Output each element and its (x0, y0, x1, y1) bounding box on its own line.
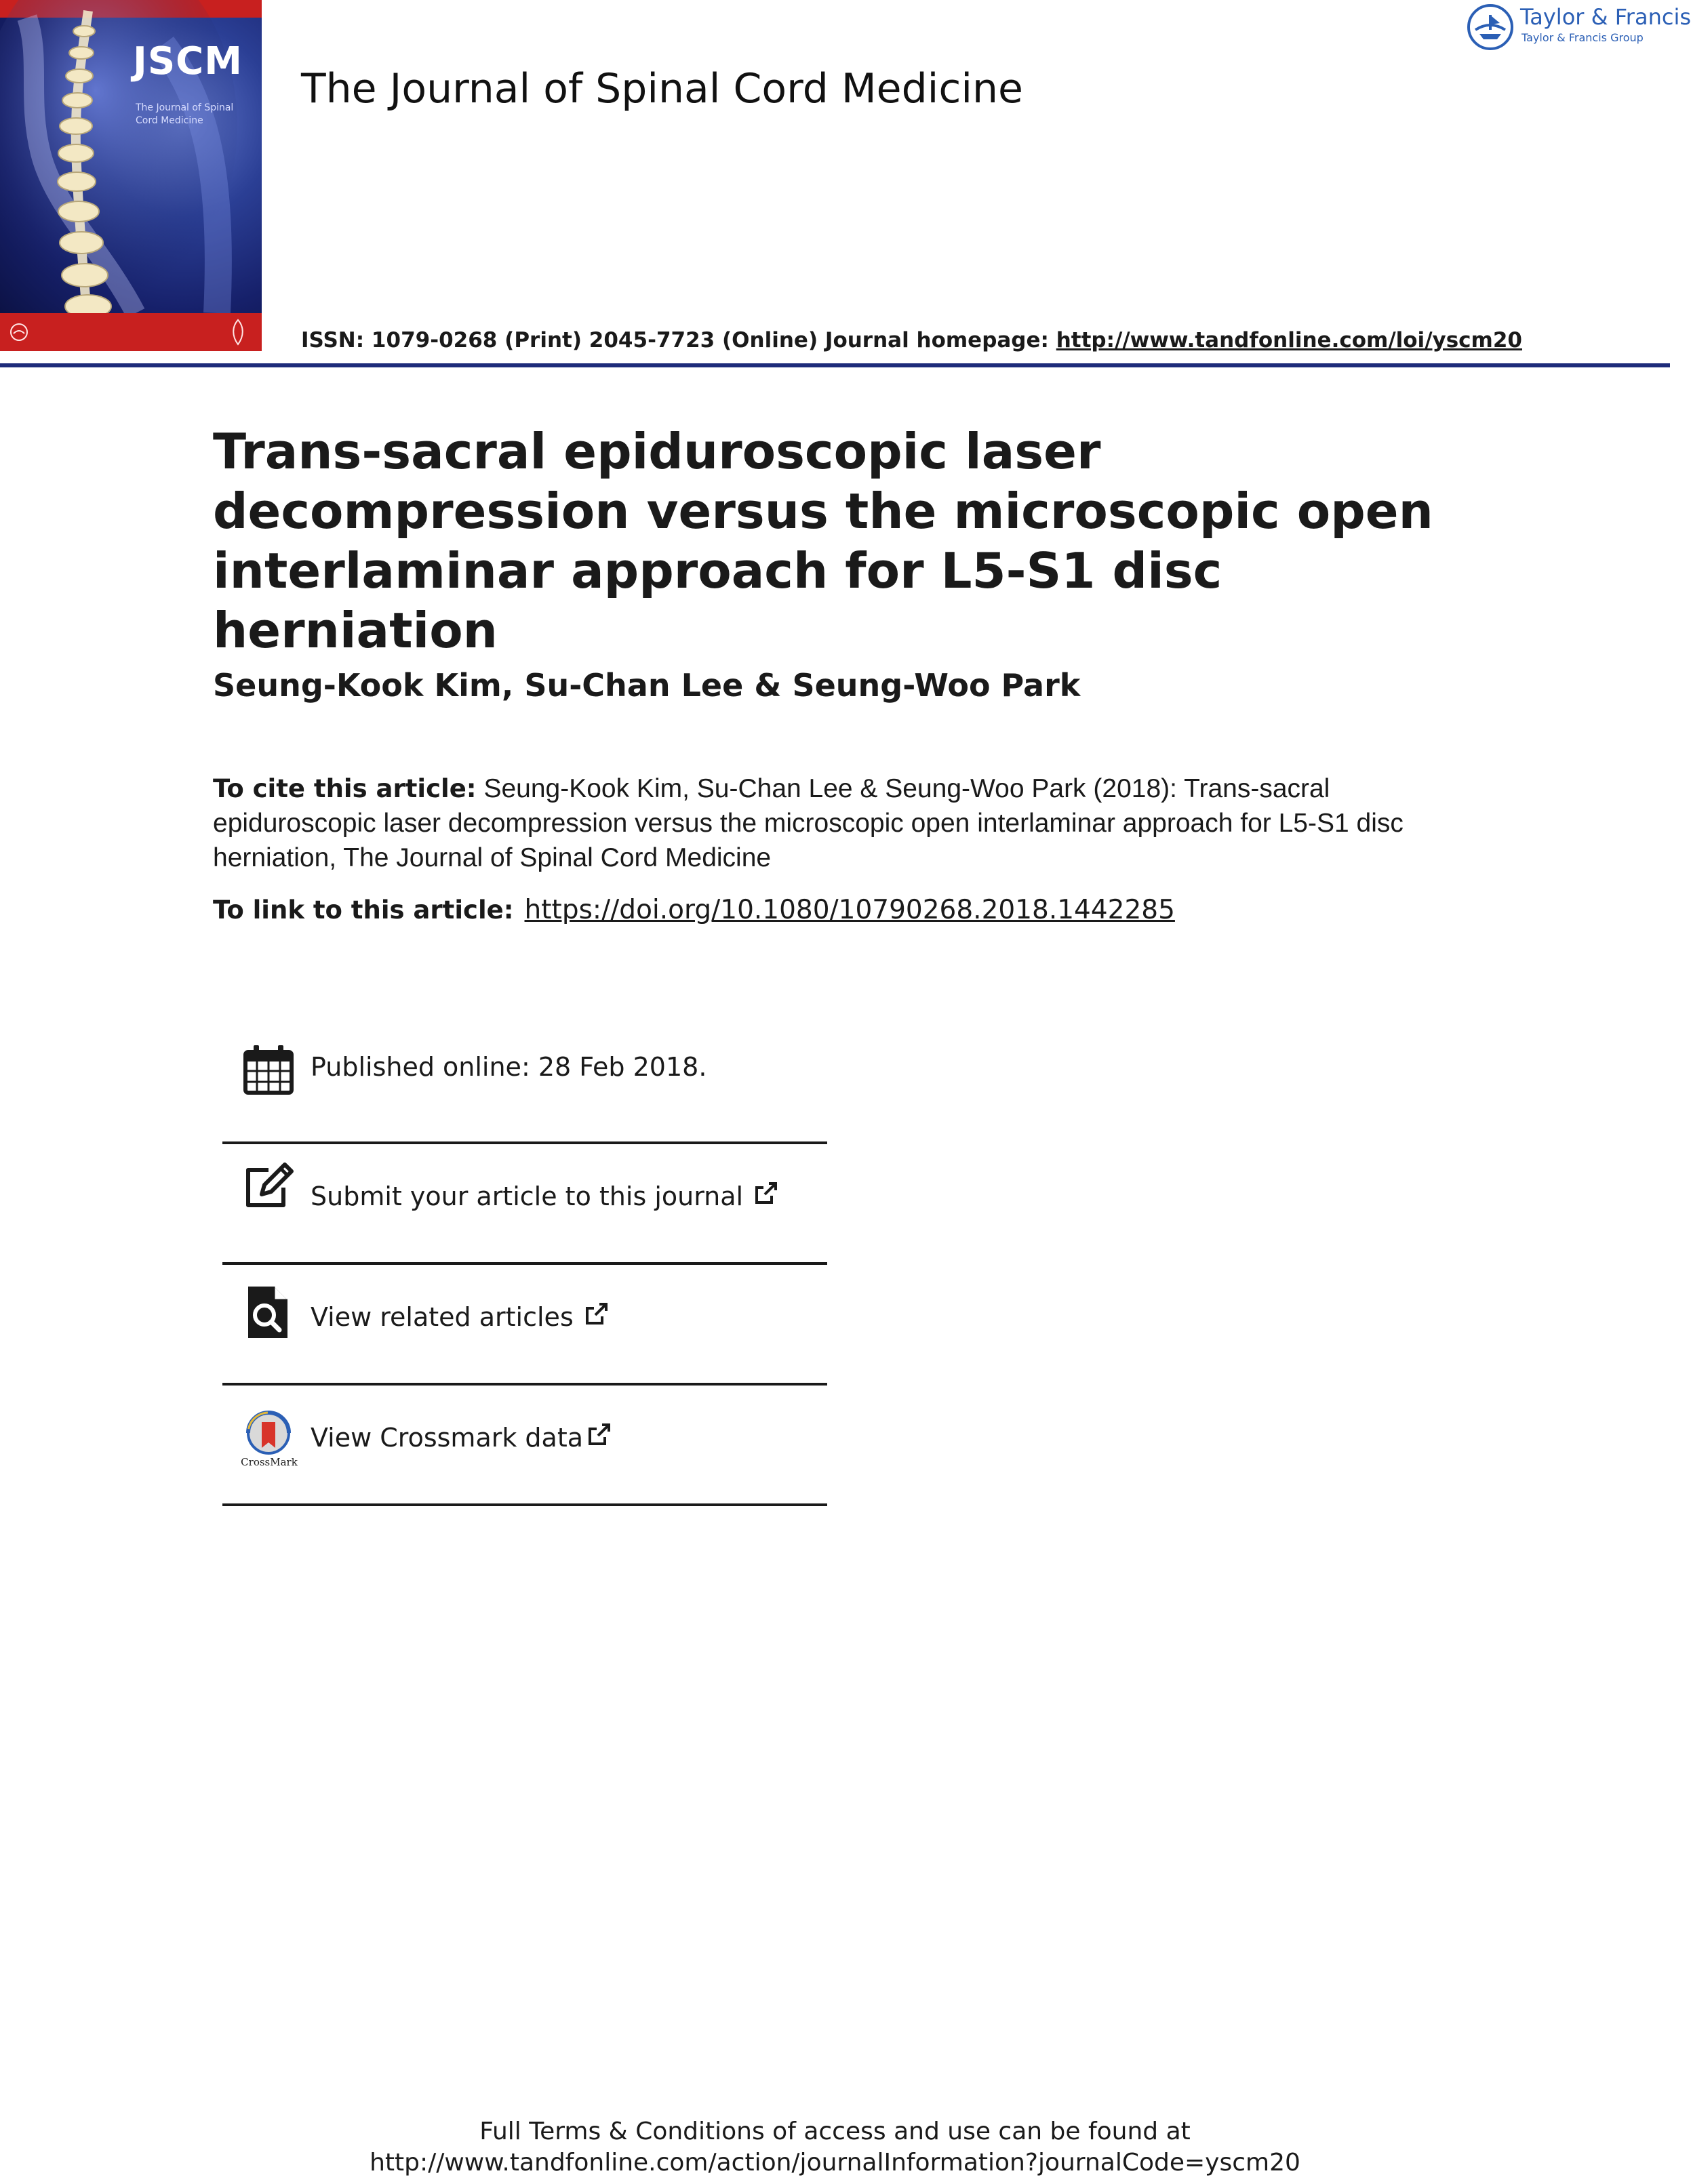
external-link-icon (583, 1300, 610, 1327)
crossmark-logo-text: CrossMark (241, 1456, 298, 1468)
article-link-line (213, 895, 1175, 925)
journal-homepage-link[interactable]: http://www.tandfonline.com/loi/yscm20 (1056, 328, 1522, 352)
cover-logo: JSCM (133, 39, 243, 83)
publisher-name: Taylor & Francis (1520, 4, 1691, 30)
publisher-logo (1465, 3, 1691, 50)
article-authors: Seung-Kook Kim, Su-Chan Lee & Seung-Woo Park (213, 667, 1081, 704)
cover-subtitle: The Journal of Spinal Cord Medicine (136, 102, 234, 126)
terms-footer (0, 2116, 1670, 2179)
citation-block (213, 771, 1447, 875)
related-articles-row[interactable] (222, 1265, 827, 1386)
calendar-icon (241, 1043, 296, 1097)
related-articles-label: View related articles (311, 1302, 574, 1332)
taylor-francis-emblem-icon (1466, 3, 1515, 52)
edit-pencil-icon (241, 1160, 296, 1215)
article-title: Trans-sacral epiduroscopic laser decompression versus the microscopic open interlaminar approach for L5-S1 disc herniation (213, 423, 1433, 659)
crossmark-badge (241, 1410, 296, 1475)
submit-article-row[interactable] (222, 1144, 827, 1265)
publisher-group: Taylor & Francis Group (1521, 31, 1644, 44)
cite-text: Seung-Kook Kim, Su-Chan Lee & Seung-Woo Park (2018): Trans-sacral epiduroscopic laser decompression versus the microscopic open interlaminar approach for L5-S1 disc herniation, The Journal of Spinal Cord Medicine (213, 774, 1404, 872)
submit-article-label: Submit your article to this journal (311, 1181, 744, 1211)
cover-footer (0, 313, 262, 351)
crossmark-row[interactable] (222, 1386, 827, 1506)
doi-link[interactable]: https://doi.org/10.1080/10790268.2018.1442285 (524, 895, 1175, 925)
related-articles-link[interactable] (311, 1300, 610, 1332)
link-label: To link to this article: (213, 895, 514, 925)
row-divider (222, 1503, 827, 1506)
cite-label: To cite this article: (213, 774, 477, 803)
issn-line (301, 328, 1522, 352)
journal-title: The Journal of Spinal Cord Medicine (301, 65, 1023, 113)
published-online-row (222, 1017, 827, 1137)
crossmark-link[interactable] (311, 1421, 613, 1453)
crossmark-label: View Crossmark data (311, 1423, 584, 1453)
publisher-seal-icon (9, 323, 28, 342)
terms-url[interactable]: http://www.tandfonline.com/action/journalInformation?journalCode=yscm20 (370, 2149, 1300, 2177)
header-divider (0, 363, 1670, 367)
issn-text: ISSN: 1079-0268 (Print) 2045-7723 (Online) Journal homepage: (301, 328, 1056, 352)
terms-line: Full Terms & Conditions of access and use can be found at (479, 2118, 1191, 2145)
external-link-icon (586, 1421, 613, 1448)
society-logo-icon (226, 319, 250, 346)
submit-article-link[interactable] (311, 1179, 780, 1211)
crossmark-icon (241, 1410, 296, 1459)
journal-cover (0, 0, 262, 351)
external-link-icon (753, 1179, 780, 1207)
document-search-icon (241, 1285, 296, 1339)
published-online-text: Published online: 28 Feb 2018. (311, 1052, 707, 1082)
